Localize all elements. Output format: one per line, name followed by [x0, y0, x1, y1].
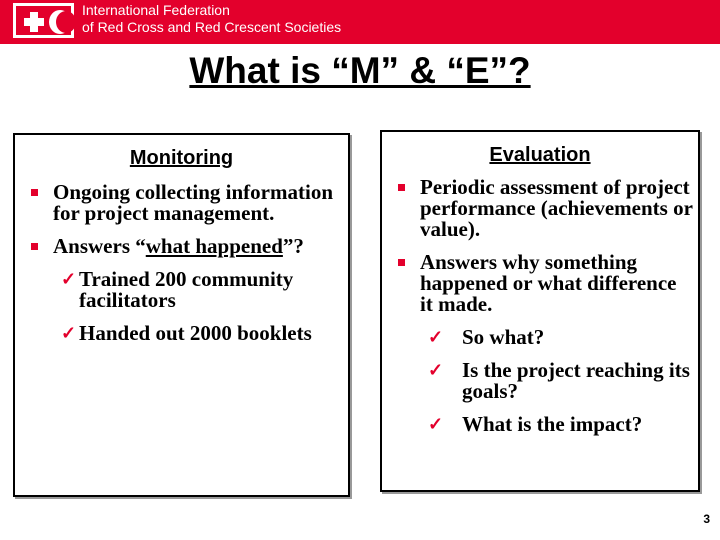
title-text: What is “M” & “E”?	[189, 50, 531, 91]
list-item: Answers why something happened or what difference it made.	[382, 252, 694, 315]
checkmark-icon: ✓	[428, 414, 444, 434]
list-item: ✓ Trained 200 community facilitators	[61, 267, 294, 312]
checkmark-icon: ✓	[428, 327, 444, 347]
list-item: Ongoing collecting information for project management.	[15, 182, 344, 224]
list-item: ✓ Handed out 2000 booklets	[61, 321, 312, 345]
list-item: ✓ So what?	[428, 325, 545, 349]
list-item: ✓ What is the impact?	[428, 412, 643, 436]
red-cross-crescent-logo-icon	[13, 3, 74, 38]
list-item: ✓ Is the project reaching its goals?	[428, 358, 690, 403]
monitoring-box	[13, 133, 350, 497]
list-item: Answers “what happened”?	[15, 236, 344, 257]
checkmark-icon: ✓	[61, 269, 77, 289]
page-number: 3	[703, 512, 710, 526]
header-bar	[0, 0, 720, 44]
monitoring-heading: Monitoring	[129, 147, 234, 169]
checkmark-icon: ✓	[61, 323, 77, 343]
evaluation-box	[380, 130, 700, 492]
org-line-2: of Red Cross and Red Crescent Societies	[82, 19, 342, 35]
org-line-1: International Federation	[82, 2, 230, 18]
slide-title	[0, 50, 720, 92]
evaluation-heading: Evaluation	[489, 144, 591, 166]
list-item: Periodic assessment of project performance (achievements or value).	[382, 177, 694, 240]
organization-name	[82, 2, 341, 36]
checkmark-icon: ✓	[428, 360, 444, 380]
